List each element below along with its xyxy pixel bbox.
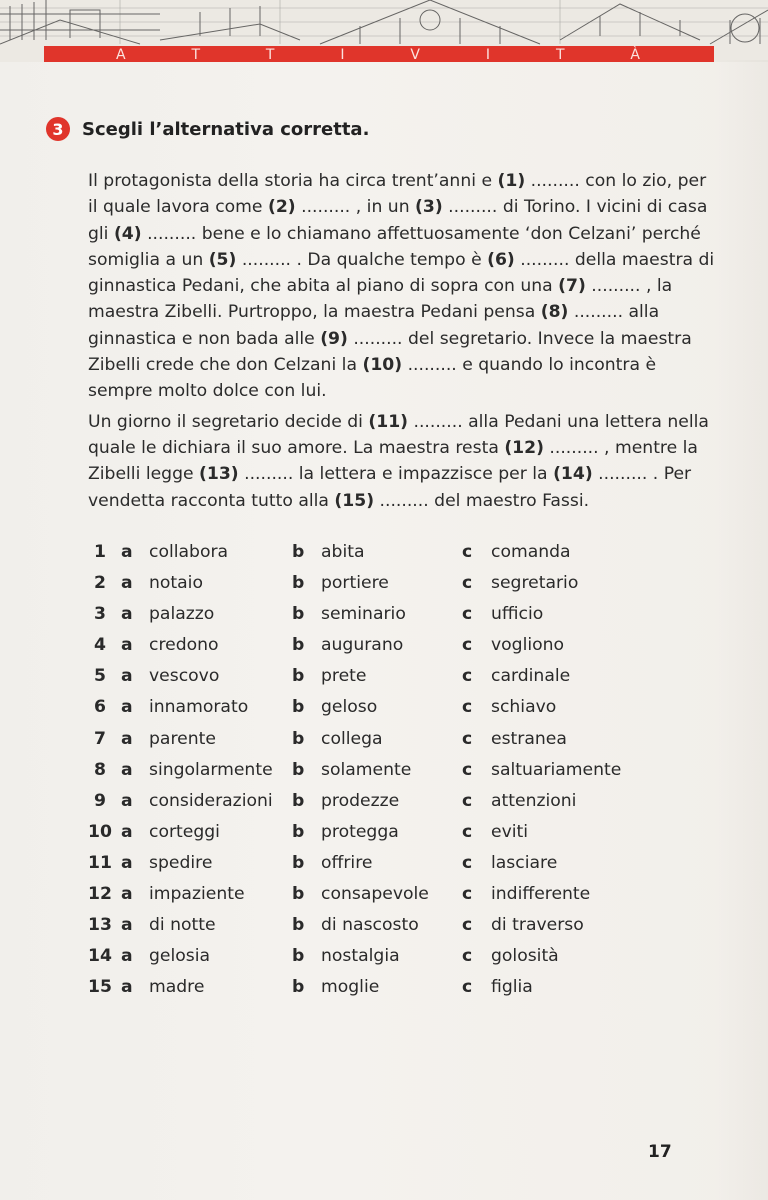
choice-row xyxy=(88,755,688,786)
choice-row xyxy=(88,537,688,568)
option-c-text: figlia xyxy=(491,977,533,998)
option-b-letter: b xyxy=(292,946,305,967)
option-a-letter: a xyxy=(121,852,133,873)
choice-number: 13 xyxy=(88,915,112,936)
cloze-passage xyxy=(88,168,718,514)
passage-text: ......... la lettera e impazzisce per la xyxy=(238,464,554,485)
option-b-letter: b xyxy=(292,915,305,936)
passage-paragraph-2 xyxy=(88,409,718,514)
option-b-letter: b xyxy=(292,852,305,873)
choice-number: 2 xyxy=(94,573,106,594)
banner-letter: A xyxy=(115,47,128,62)
option-b-text: consapevole xyxy=(321,884,429,905)
option-b-text: moglie xyxy=(321,977,380,998)
option-c-text: ufficio xyxy=(491,604,544,625)
option-a-letter: a xyxy=(121,604,133,625)
passage-text: ......... del maestro Fassi. xyxy=(374,490,590,511)
option-a-letter: a xyxy=(121,977,133,998)
gap-number: (3) xyxy=(415,197,443,218)
activity-banner xyxy=(44,46,714,62)
option-c-letter: c xyxy=(462,542,473,562)
option-b-letter: b xyxy=(292,573,305,594)
gap-number: (13) xyxy=(199,464,239,485)
page-shadow xyxy=(714,60,768,1200)
option-c-text: segretario xyxy=(491,573,579,594)
gap-number: (10) xyxy=(362,355,403,376)
option-a-text: corteggi xyxy=(149,821,220,842)
passage-text: ......... , la maestra Zibelli. Purtroppo, la maestra Pedani pensa xyxy=(88,276,673,323)
choice-row xyxy=(88,910,688,941)
option-a-text: spedire xyxy=(149,852,213,873)
option-c-text: di traverso xyxy=(491,915,584,936)
option-a-letter: a xyxy=(121,759,133,780)
passage-text: ......... alla Pedani una lettera nella quale le dichiara il suo amore. La maestra resta xyxy=(88,411,709,458)
option-b-text: prete xyxy=(321,666,367,687)
choice-number: 10 xyxy=(88,821,112,842)
option-c-letter: c xyxy=(462,821,473,842)
option-c-letter: c xyxy=(462,666,473,687)
page-number: 17 xyxy=(648,1142,672,1162)
option-b-letter: b xyxy=(292,666,305,687)
option-c-letter: c xyxy=(462,977,473,998)
option-b-text: offrire xyxy=(321,852,373,873)
option-a-text: innamorato xyxy=(149,697,249,718)
option-a-text: collabora xyxy=(149,542,229,562)
choice-number: 3 xyxy=(94,604,106,625)
option-b-text: prodezze xyxy=(321,790,400,811)
option-a-text: parente xyxy=(149,728,216,749)
choices-table xyxy=(88,537,688,1003)
passage-text: ......... del segretario. Invece la maestra Zibelli crede che don Celzani la xyxy=(88,328,692,376)
option-b-text: augurano xyxy=(321,635,404,656)
passage-text: ......... . Per vendetta racconta tutto alla xyxy=(88,464,692,511)
choice-number: 8 xyxy=(94,759,106,780)
option-c-text: golosità xyxy=(491,946,559,967)
option-a-text: di notte xyxy=(149,915,216,936)
option-b-letter: b xyxy=(292,604,305,625)
gap-number: (12) xyxy=(504,437,544,458)
header-illustration xyxy=(0,0,768,62)
option-c-text: vogliono xyxy=(491,635,565,656)
banner-letter: T xyxy=(265,47,277,62)
option-b-letter: b xyxy=(292,759,305,780)
passage-text: ......... della maestra di ginnastica Pedani, che abita al piano di sopra con una xyxy=(88,249,715,297)
option-a-letter: a xyxy=(121,635,133,656)
option-c-letter: c xyxy=(462,946,473,967)
gap-number: (11) xyxy=(368,411,409,432)
passage-text: ......... . Da qualche tempo è xyxy=(236,249,488,270)
choice-row xyxy=(88,724,688,755)
choice-number: 12 xyxy=(88,884,112,905)
option-b-text: abita xyxy=(321,542,365,562)
choice-row xyxy=(88,848,688,879)
option-c-letter: c xyxy=(462,697,473,718)
passage-text: Il protagonista della storia ha circa trent’anni e xyxy=(88,171,498,191)
choice-row xyxy=(88,786,688,817)
option-b-text: geloso xyxy=(321,697,378,718)
option-b-text: collega xyxy=(321,728,383,749)
gap-number: (8) xyxy=(540,302,569,323)
option-a-text: vescovo xyxy=(149,666,220,687)
choice-number: 9 xyxy=(94,790,106,811)
option-c-letter: c xyxy=(462,852,473,873)
choice-number: 6 xyxy=(94,697,106,718)
option-b-text: nostalgia xyxy=(321,946,400,967)
banner-letter: T xyxy=(555,47,567,62)
option-c-text: indifferente xyxy=(491,884,591,905)
option-b-letter: b xyxy=(292,821,305,842)
passage-text: ......... e quando lo incontra è sempre molto dolce con lui. xyxy=(88,355,657,402)
option-b-text: solamente xyxy=(321,759,412,780)
option-c-text: attenzioni xyxy=(491,790,577,811)
gap-number: (1) xyxy=(497,171,526,191)
option-b-letter: b xyxy=(292,884,305,905)
option-c-letter: c xyxy=(462,635,473,656)
passage-text: ......... con lo zio, per il quale lavora come xyxy=(88,171,707,218)
option-c-letter: c xyxy=(462,604,473,625)
option-a-letter: a xyxy=(121,790,133,811)
gap-number: (6) xyxy=(487,249,515,270)
passage-text: ......... bene e lo chiamano affettuosamente ‘don Celzani’ perché somiglia a un xyxy=(88,223,701,270)
option-a-letter: a xyxy=(121,821,133,842)
gap-number: (9) xyxy=(320,328,348,349)
gap-number: (5) xyxy=(208,249,237,270)
option-b-text: di nascosto xyxy=(321,915,419,936)
option-c-text: saltuariamente xyxy=(491,759,622,780)
option-c-text: comanda xyxy=(491,542,571,562)
gap-number: (15) xyxy=(334,490,375,511)
choice-row xyxy=(88,972,688,1003)
choice-row xyxy=(88,879,688,910)
option-c-letter: c xyxy=(462,884,473,905)
exercise-number-badge: 3 xyxy=(46,117,70,141)
option-a-text: palazzo xyxy=(149,604,215,625)
option-a-letter: a xyxy=(121,884,133,905)
choice-number: 4 xyxy=(94,635,106,656)
option-b-text: seminario xyxy=(321,604,406,625)
exercise-title: Scegli l’alternativa corretta. xyxy=(82,118,370,140)
passage-text: ......... , mentre la Zibelli legge xyxy=(88,437,698,485)
option-b-letter: b xyxy=(292,697,305,718)
option-a-text: notaio xyxy=(149,573,203,594)
option-a-letter: a xyxy=(121,666,133,687)
choice-number: 11 xyxy=(88,852,112,873)
option-a-letter: a xyxy=(121,915,133,936)
option-c-text: schiavo xyxy=(491,697,557,718)
option-a-letter: a xyxy=(121,542,133,562)
option-a-text: considerazioni xyxy=(149,790,273,811)
option-a-letter: a xyxy=(121,573,133,594)
option-a-text: singolarmente xyxy=(149,759,273,780)
option-c-text: estranea xyxy=(491,728,567,749)
choice-row xyxy=(88,599,688,630)
choice-row xyxy=(88,941,688,972)
banner-letter: V xyxy=(410,47,422,62)
option-a-text: credono xyxy=(149,635,219,656)
choice-row xyxy=(88,692,688,723)
option-c-letter: c xyxy=(462,728,473,749)
banner-letter: À xyxy=(630,47,642,62)
option-a-text: impaziente xyxy=(149,884,245,905)
choice-number: 14 xyxy=(88,946,112,967)
passage-text: ......... alla ginnastica e non bada alle xyxy=(88,302,660,349)
option-b-text: protegga xyxy=(321,821,399,842)
option-b-text: portiere xyxy=(321,573,389,594)
exercise-header xyxy=(46,117,369,141)
option-b-letter: b xyxy=(292,790,305,811)
option-b-letter: b xyxy=(292,977,305,998)
gap-number: (7) xyxy=(558,276,586,297)
passage-text: Un giorno il segretario decide di xyxy=(88,411,369,432)
choice-number: 1 xyxy=(94,542,106,562)
choice-number: 15 xyxy=(88,977,112,998)
option-c-letter: c xyxy=(462,573,473,594)
choice-row xyxy=(88,630,688,661)
gap-number: (2) xyxy=(267,197,296,218)
option-a-letter: a xyxy=(121,697,133,718)
option-c-text: lasciare xyxy=(491,852,558,873)
option-c-letter: c xyxy=(462,790,473,811)
choice-row xyxy=(88,661,688,692)
gap-number: (4) xyxy=(113,223,142,244)
option-b-letter: b xyxy=(292,542,305,562)
option-b-letter: b xyxy=(292,635,305,656)
choice-row xyxy=(88,817,688,848)
option-c-letter: c xyxy=(462,759,473,780)
option-a-text: gelosia xyxy=(149,946,211,967)
option-a-text: madre xyxy=(149,977,205,998)
option-c-letter: c xyxy=(462,915,473,936)
choice-number: 5 xyxy=(94,666,106,687)
passage-paragraph-1 xyxy=(88,168,718,405)
banner-letter: I xyxy=(340,47,347,62)
banner-letter: T xyxy=(191,47,202,62)
option-c-text: cardinale xyxy=(491,666,571,687)
option-b-letter: b xyxy=(292,728,305,749)
passage-text: ......... di Torino. I vicini di casa gli xyxy=(88,197,708,244)
gap-number: (14) xyxy=(553,464,593,485)
choice-row xyxy=(88,568,688,599)
option-a-letter: a xyxy=(121,946,133,967)
banner-letter: I xyxy=(485,47,493,62)
option-a-letter: a xyxy=(121,728,133,749)
choice-number: 7 xyxy=(94,728,106,749)
passage-text: ......... , in un xyxy=(295,197,416,218)
option-c-text: eviti xyxy=(491,821,529,842)
